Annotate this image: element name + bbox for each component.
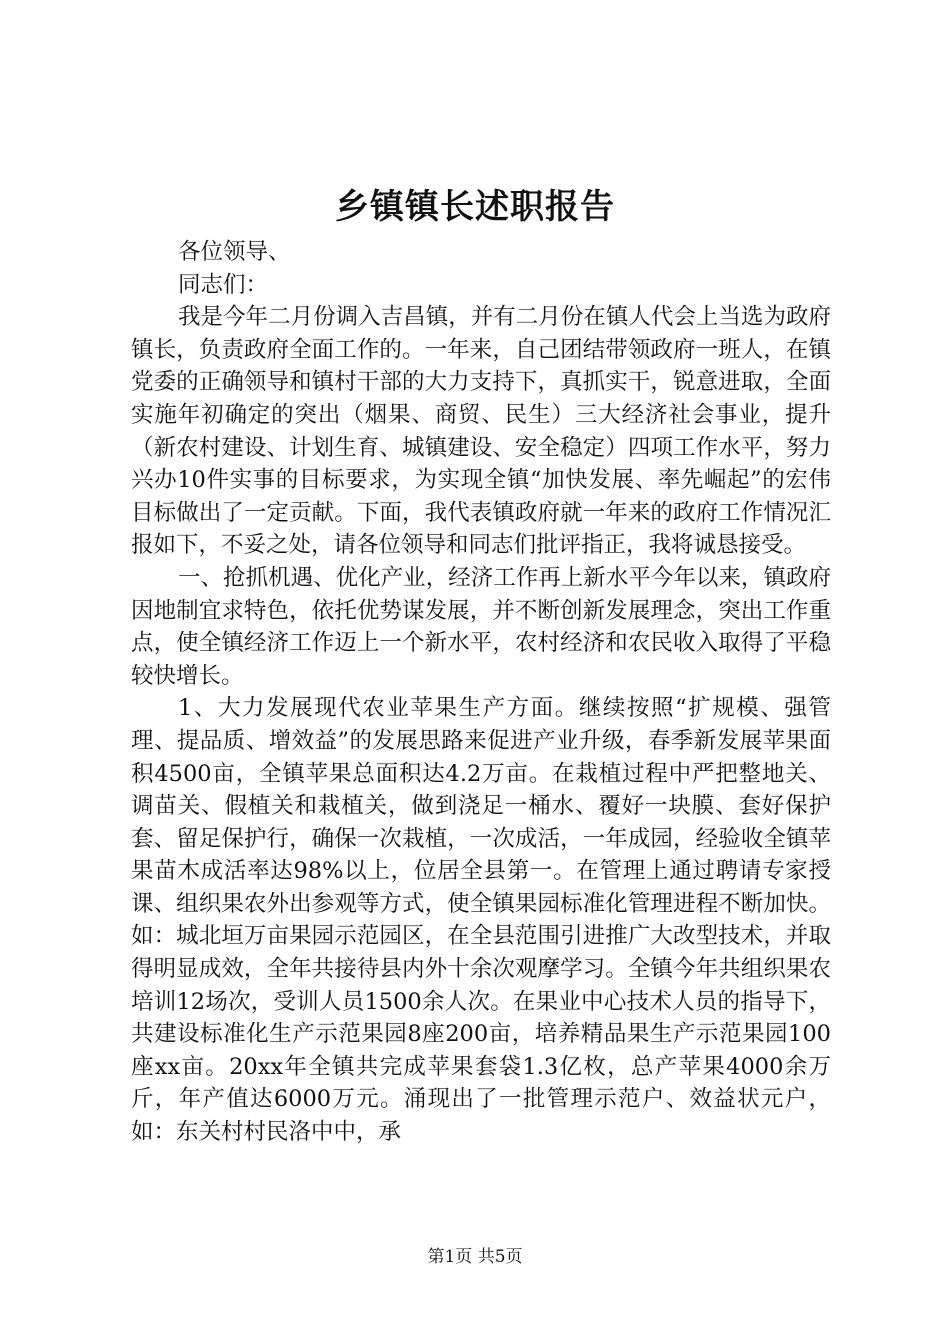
- paragraph-section-one: 一、抢抓机遇、优化产业，经济工作再上新水平今年以来，镇政府因地制宜求特色，依托优势谋发展，并不断创新发展理念，突出工作重点，使全镇经济工作迈上一个新水平，农村经济和农民收入取得了平稳较快增长。: [131, 564, 831, 689]
- document-body: [131, 236, 831, 1149]
- page-footer: 第1页 共5页: [427, 1247, 523, 1267]
- document-title: 乡镇镇长述职报告: [335, 187, 615, 227]
- salutation-comrades: 同志们：: [178, 271, 269, 298]
- salutation-leaders: 各位领导、: [178, 239, 291, 265]
- paragraph-intro: 我是今年二月份调入吉昌镇，并有二月份在镇人代会上当选为政府镇长，负责政府全面工作的。一年来，自己团结带领政府一班人，在镇党委的正确领导和镇村干部的大力支持下，真抓实干，锐意进取，全面实施年初确定的突出（烟果、商贸、民生）三大经济社会事业，提升（新农村建设、计划生育、城镇建设、安全稳定）四项工作水平，努力兴办10件实事的目标要求，为实现全镇“加快发展、率先崛起”的宏伟目标做出了一定贡献。下面，我代表镇政府就一年来的政府工作情况汇报如下，不妥之处，请各位领导和同志们批评指正，我将诚恳接受。: [131, 304, 831, 559]
- paragraph-apple-production: 1、大力发展现代农业苹果生产方面。继续按照“扩规模、强管理、提品质、增效益”的发展思路来促进产业升级，春季新发展苹果面积4500亩，全镇苹果总面积达4.2万亩。在栽植过程中严把整地关、调苗关、假植关和栽植关，做到浇足一桶水、覆好一块膜、套好保护套、留足保护行，确保一次栽植，一次成活，一年成园，经验收全镇苹果苗木成活率达98%以上，位居全县第一。在管理上通过聘请专家授课、组织果农外出参观等方式，使全镇果园标准化管理进程不断加快。如：城北垣万亩果园示范园区，在全县范围引进推广大改型技术，并取得明显成效，全年共接待县内外十余次观摩学习。全镇今年共组织果农培训12场次，受训人员1500余人次。在果业中心技术人员的指导下，共建设标准化生产示范果园8座200亩，培养精品果生产示范果园100座xx亩。20xx年全镇共完成苹果套袋1.3亿枚，总产苹果4000余万斤，年产值达6000万元。涌现出了一批管理示范户、效益状元户，如：东关村村民洛中中，承: [131, 695, 831, 1146]
